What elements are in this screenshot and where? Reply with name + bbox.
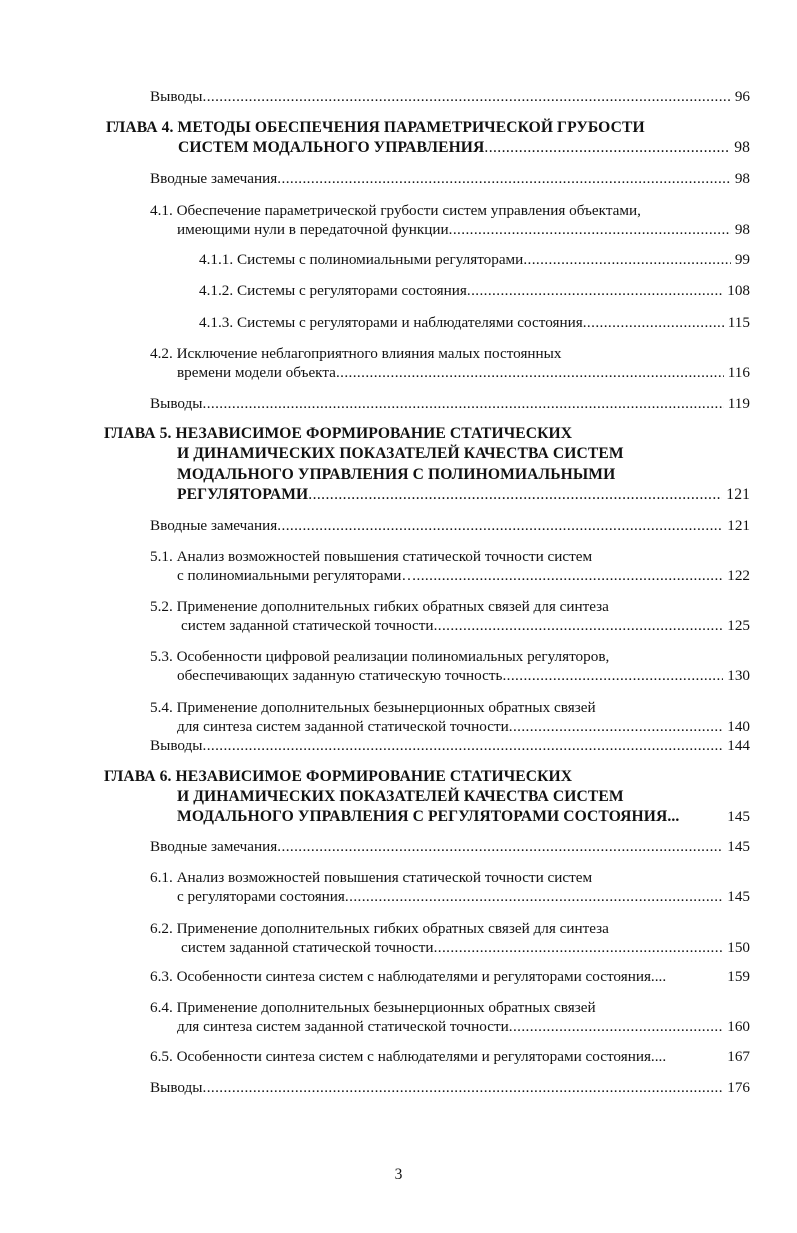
toc-entry-title: Выводы [150,737,203,754]
toc-entry-title: Выводы [150,88,203,105]
chapter-5-heading-line3[interactable]: МОДАЛЬНОГО УПРАВЛЕНИЯ С ПОЛИНОМИАЛЬНЫМИ [177,466,616,483]
toc-page-number: 99 [734,251,750,268]
dot-leader [583,314,724,332]
toc-page-number: 144 [727,737,750,754]
dot-leader [434,617,724,635]
toc-entry-title: времени модели объекта [177,364,336,381]
toc-page-number: 121 [727,517,750,534]
toc-entry-title: 6.3. Особенности синтеза систем с наблюдателями и регуляторами состояния.... [150,968,667,985]
chapter-5-heading-line1[interactable]: ГЛАВА 5. НЕЗАВИСИМОЕ ФОРМИРОВАНИЕ СТАТИЧЕСКИХ [104,425,573,442]
dot-leader [509,718,723,736]
chapter-6-heading-line1[interactable]: ГЛАВА 6. НЕЗАВИСИМОЕ ФОРМИРОВАНИЕ СТАТИЧЕСКИХ [104,768,573,785]
toc-entry-conclusions-ch5[interactable] [150,737,750,755]
toc-page-number: 145 [727,888,750,905]
toc-page-number: 98 [734,170,750,187]
toc-entry-conclusions-ch6[interactable] [150,1079,750,1097]
toc-page-number: 160 [727,1018,750,1035]
toc-entry-title: Вводные замечания [150,170,278,187]
toc-entry-title: имеющими нули в передаточной функции [177,221,449,238]
chapter-6-heading-line2[interactable]: И ДИНАМИЧЕСКИХ ПОКАЗАТЕЛЕЙ КАЧЕСТВА СИСТЕМ [177,788,624,805]
toc-page-number: 116 [727,364,750,381]
toc-entry-intro-ch4[interactable] [150,170,750,188]
dot-leader [308,486,722,504]
page-number: 3 [394,1166,403,1183]
toc-entry-4-1-line1[interactable]: 4.1. Обеспечение параметрической грубости систем управления объектами, [150,202,641,219]
toc-page-number: 98 [734,221,750,238]
toc-page-number: 108 [727,282,750,299]
toc-entry-4-2-line1[interactable]: 4.2. Исключение неблагоприятного влияния малых постоянных [150,345,562,362]
chapter-4-heading-line2: СИСТЕМ МОДАЛЬНОГО УПРАВЛЕНИЯ [178,139,485,156]
toc-entry-chapter-4[interactable] [178,139,750,157]
chapter-4-heading-line1[interactable]: ГЛАВА 4. МЕТОДЫ ОБЕСПЕЧЕНИЯ ПАРАМЕТРИЧЕСКОЙ ГРУБОСТИ [106,119,645,136]
toc-page-number: 145 [727,838,750,855]
toc-entry-title: с регуляторами состояния [177,888,345,905]
toc-page-number: 125 [727,617,750,634]
dot-leader [523,251,731,269]
dot-leader [449,221,731,239]
toc-entry-6-1-line1[interactable]: 6.1. Анализ возможностей повышения статической точности систем [150,869,593,886]
toc-entry-5-3[interactable] [177,667,750,685]
dot-leader [434,939,724,957]
toc-entry-title: с полиномиальными регуляторами… [177,567,417,584]
toc-page-number: 98 [734,139,750,156]
toc-entry-title: 4.1.1. Системы с полиномиальными регуляторами [199,251,524,268]
toc-entry-4-2[interactable] [177,364,750,382]
toc-entry-conclusions-ch3[interactable] [150,88,750,106]
toc-page-number: 119 [727,395,750,412]
toc-entry-title: 4.1.2. Системы с регуляторами состояния [199,282,467,299]
toc-entry-5-2[interactable] [181,617,750,635]
toc-page-number: 150 [727,939,750,956]
dot-leader [203,88,731,106]
toc-entry-title: Выводы [150,395,203,412]
toc-entry-6-2-line1[interactable]: 6.2. Применение дополнительных гибких обратных связей для синтеза [150,920,609,937]
dot-leader [417,567,724,585]
toc-entry-6-2[interactable] [181,939,750,957]
chapter-5-heading-line4: РЕГУЛЯТОРАМИ [177,486,309,503]
toc-entry-title: Выводы [150,1079,203,1096]
toc-entry-4-1-1[interactable] [199,251,750,269]
toc-entry-title: обеспечивающих заданную статическую точность [177,667,503,684]
dot-leader [336,364,724,382]
toc-entry-5-4-line1[interactable]: 5.4. Применение дополнительных безынерционных обратных связей [150,699,596,716]
dot-leader [203,737,724,755]
toc-entry-chapter-5[interactable] [177,486,750,504]
toc-entry-conclusions-ch4[interactable] [150,395,750,413]
toc-entry-title: Вводные замечания [150,517,278,534]
dot-leader [277,170,731,188]
toc-entry-intro-ch6[interactable] [150,838,750,856]
toc-entry-title: для синтеза систем заданной статической точности [177,1018,509,1035]
toc-page-number: 176 [727,1079,750,1096]
dot-leader [345,888,723,906]
toc-entry-5-2-line1[interactable]: 5.2. Применение дополнительных гибких обратных связей для синтеза [150,598,609,615]
toc-entry-6-4-line1[interactable]: 6.4. Применение дополнительных безынерционных обратных связей [150,999,596,1016]
toc-entry-6-5[interactable] [150,1048,750,1066]
toc-entry-4-1[interactable] [177,221,750,239]
toc-entry-5-3-line1[interactable]: 5.3. Особенности цифровой реализации полиномиальных регуляторов, [150,648,610,665]
toc-page-number: 145 [727,808,750,825]
toc-entry-intro-ch5[interactable] [150,517,750,535]
dot-leader [467,282,723,300]
toc-entry-title: для синтеза систем заданной статической точности [177,718,509,735]
toc-entry-5-1[interactable] [177,567,750,585]
toc-page-number: 140 [727,718,750,735]
toc-entry-title: Вводные замечания [150,838,278,855]
toc-page-number: 122 [727,567,750,584]
chapter-6-heading-line3: МОДАЛЬНОГО УПРАВЛЕНИЯ С РЕГУЛЯТОРАМИ СОСТОЯНИЯ... [177,808,680,825]
toc-entry-6-3[interactable] [150,968,750,986]
toc-entry-title: 4.1.3. Системы с регуляторами и наблюдателями состояния [199,314,583,331]
toc-entry-5-1-line1[interactable]: 5.1. Анализ возможностей повышения статической точности систем [150,548,593,565]
toc-entry-4-1-3[interactable] [199,314,750,332]
dot-leader [484,139,730,157]
toc-page-number: 130 [727,667,750,684]
toc-entry-6-4[interactable] [177,1018,750,1036]
dot-leader [502,667,723,685]
toc-page-number: 159 [727,968,750,985]
toc-page-number: 121 [726,486,750,503]
toc-entry-title: систем заданной статической точности [181,939,434,956]
dot-leader [277,517,723,535]
toc-page-number: 115 [727,314,750,331]
toc-entry-chapter-6[interactable] [177,808,750,826]
toc-entry-4-1-2[interactable] [199,282,750,300]
toc-page-number: 167 [727,1048,750,1065]
dot-leader [509,1018,723,1036]
toc-entry-6-1[interactable] [177,888,750,906]
chapter-5-heading-line2[interactable]: И ДИНАМИЧЕСКИХ ПОКАЗАТЕЛЕЙ КАЧЕСТВА СИСТЕМ [177,445,624,462]
toc-entry-title: 6.5. Особенности синтеза систем с наблюдателями и регуляторами состояния.... [150,1048,667,1065]
dot-leader [277,838,723,856]
toc-entry-5-4[interactable] [177,718,750,736]
dot-leader [203,395,724,413]
dot-leader [203,1079,724,1097]
toc-entry-title: систем заданной статической точности [181,617,434,634]
toc-page-number: 96 [734,88,750,105]
